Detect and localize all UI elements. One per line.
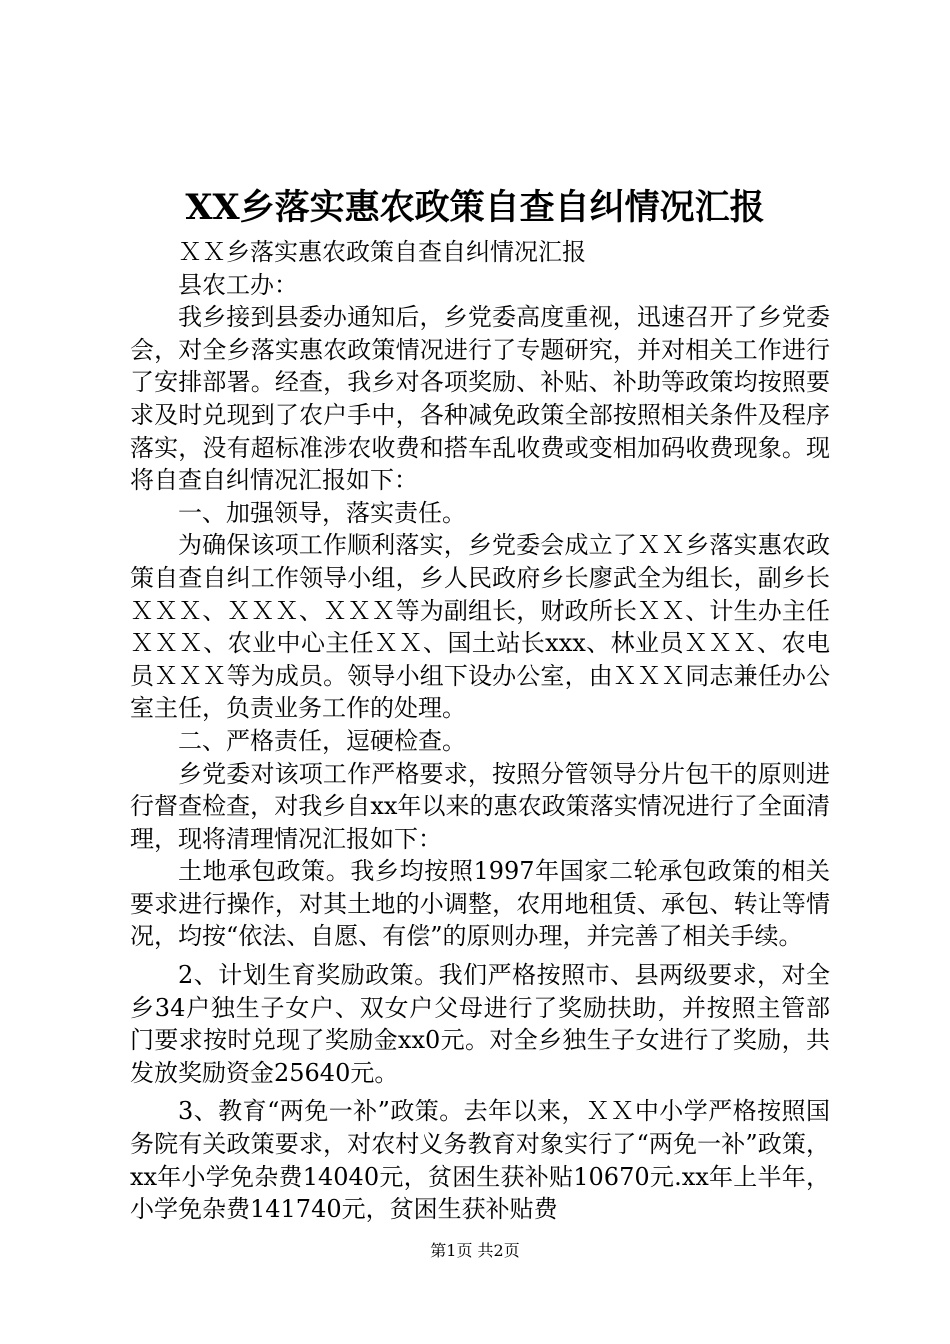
paragraph-education: 3、教育“两免一补”政策。去年以来，ＸＸ中小学严格按照国务院有关政策要求，对农村义务教育对象实行了“两免一补”政策，xx年小学免杂费14040元，贫困生获补贴10670元.xx年上半年，小学免杂费141740元，贫困生获补贴费 xyxy=(130,1097,830,1224)
document-title: XX乡落实惠农政策自查自纠情况汇报 xyxy=(185,187,765,228)
paragraph-leadership: 为确保该项工作顺利落实，乡党委会成立了ＸＸ乡落实惠农政策自查自纠工作领导小组，乡人民政府乡长廖武全为组长，副乡长ＸＸＸ、ＸＸＸ、ＸＸＸ等为副组长，财政所长ＸＸ、计生办主任ＸＸＸ、农业中心主任ＸＸ、国土站长xxx、林业员ＸＸＸ、农电员ＸＸＸ等为成员。领导小组下设办公室，由ＸＸＸ同志兼任办公室主任，负责业务工作的处理。 xyxy=(130,531,830,723)
section-heading-1: 一、加强领导，落实责任。 xyxy=(178,498,466,527)
salutation: 县农工办： xyxy=(178,270,298,299)
paragraph-family-planning: 2、计划生育奖励政策。我们严格按照市、县两级要求，对全乡34户独生子女户、双女户父母进行了奖励扶助，并按照主管部门要求按时兑现了奖励金xx0元。对全乡独生子女进行了奖励，共发放奖励资金25640元。 xyxy=(130,961,830,1087)
document-subtitle: ＸＸ乡落实惠农政策自查自纠情况汇报 xyxy=(178,238,586,266)
document-body xyxy=(130,236,830,1226)
section-heading-2: 二、严格责任，逗硬检查。 xyxy=(178,726,466,755)
paragraph-land-policy: 土地承包政策。我乡均按照1997年国家二轮承包政策的相关要求进行操作，对其土地的小调整，农用地租赁、承包、转让等情况，均按“依法、自愿、有偿”的原则办理，并完善了相关手续。 xyxy=(130,857,830,951)
page-footer: 第1页 共2页 xyxy=(430,1241,520,1260)
paragraph-intro: 我乡接到县委办通知后，乡党委高度重视，迅速召开了乡党委会，对全乡落实惠农政策情况进行了专题研究，并对相关工作进行了安排部署。经查，我乡对各项奖励、补贴、补助等政策均按照要求及时兑现到了农户手中，各种减免政策全部按照相关条件及程序落实，没有超标准涉农收费和搭车乱收费或变相加码收费现象。现将自查自纠情况汇报如下： xyxy=(130,303,830,495)
paragraph-inspection: 乡党委对该项工作严格要求，按照分管领导分片包干的原则进行督查检查，对我乡自xx年以来的惠农政策落实情况进行了全面清理，现将清理情况汇报如下： xyxy=(130,759,830,853)
